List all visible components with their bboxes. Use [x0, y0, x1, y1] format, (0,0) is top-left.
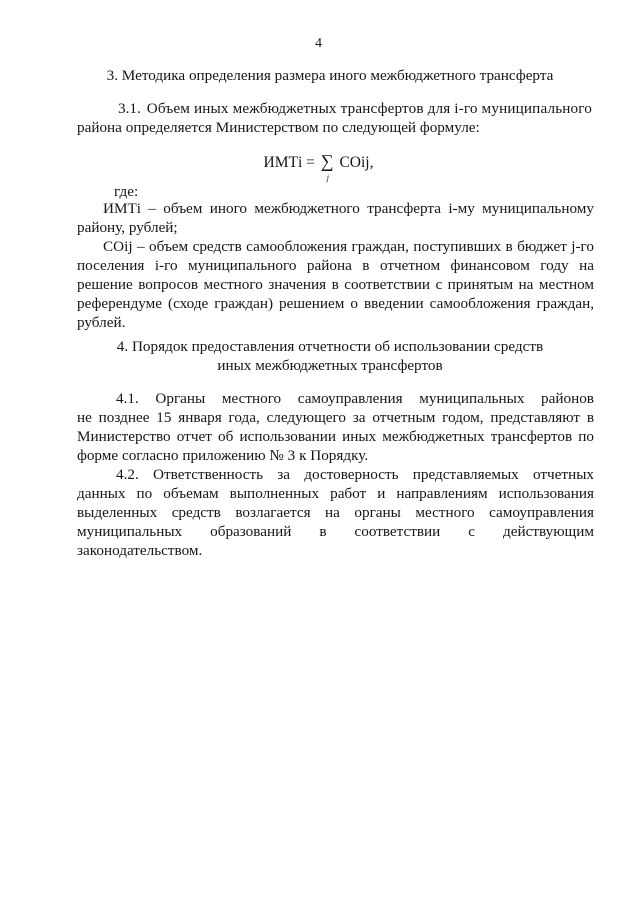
paragraph-4-1-word: Органы [155, 390, 206, 407]
section-4-title-line-1: 4. Порядок предоставления отчетности об использовании средств [116, 338, 544, 355]
paragraph-4-1-word: местного [221, 390, 282, 407]
sum-symbol: ∑ [320, 151, 334, 171]
definition-co-text: СОij – объем средств самообложения граждан, поступивших в бюджет j-го поселения i-го муниципального района в отчетном финансовом году на решение вопросов местного значения в соответствии с принятым на местном референдуме (сходе граждан) решением о введении самообложения граждан, рублей. [77, 238, 594, 331]
definition-imt [77, 199, 594, 237]
paragraph-3-1-number: 3.1. [118, 100, 141, 117]
formula-left: ИМТi = [263, 154, 315, 171]
paragraph-3-1-line-1 [105, 99, 594, 118]
where-label: где: [114, 183, 139, 200]
section-4-title-line-2: иных межбюджетных трансфертов [217, 357, 443, 374]
paragraph-4-1-word: самоуправления [297, 390, 403, 407]
paragraph-4-1-word: 4.1. [116, 390, 139, 407]
definition-imt-text: ИМТi – объем иного межбюджетного трансферта i-му муниципальному району, рублей; [77, 200, 594, 236]
formula [0, 151, 637, 182]
paragraph-4-2 [77, 465, 594, 560]
sum-subscript: j [326, 173, 329, 182]
paragraph-4-1-rest: не позднее 15 января года, следующего за отчетным годом, представляют в Министерство отчет об использовании иных межбюджетных трансфертов по форме согласно приложению № 3 к Порядку. [77, 409, 594, 464]
paragraph-4-1 [77, 389, 594, 465]
paragraph-4-1-word: муниципальных [419, 390, 525, 407]
paragraph-4-1-word: районов [541, 390, 594, 407]
paragraph-3-1-line-2: района определяется Министерством по следующей формуле: [77, 119, 480, 136]
formula-right: СОij, [339, 154, 374, 171]
page-number: 4 [315, 36, 322, 51]
definition-co [77, 237, 594, 332]
paragraph-4-1-first-line [77, 389, 594, 408]
paragraph-3-1-text-start: Объем иных межбюджетных трансфертов для i-го муниципального [146, 100, 593, 117]
section-3-title: 3. Методика определения размера иного межбюджетного трансферта [106, 67, 554, 84]
paragraph-4-2-text: 4.2. Ответственность за достоверность представляемых отчетных данных по объемам выполненных работ и направлениям использования выделенных средств возлагается на органы местного самоуправления муниципальных образований в соответствии с действующим законодательством. [77, 466, 594, 559]
sum-sign [320, 151, 334, 182]
